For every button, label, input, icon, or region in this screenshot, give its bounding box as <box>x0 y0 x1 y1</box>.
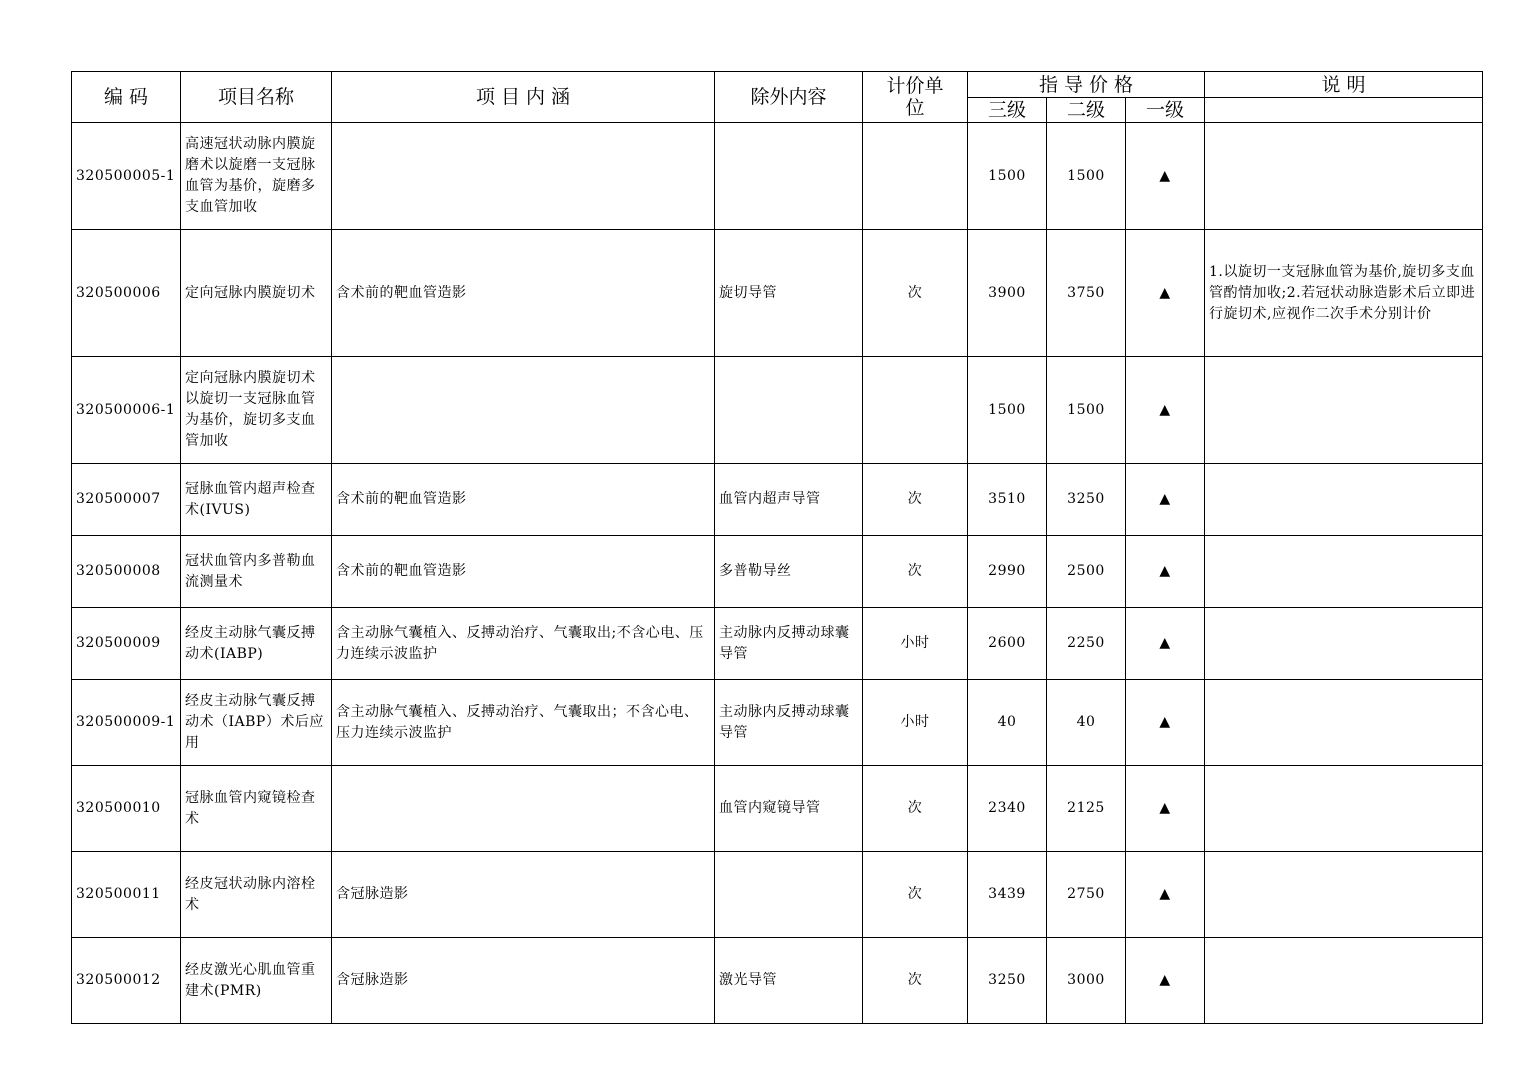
row-price-level3: 3439 <box>968 852 1047 938</box>
row-code: 320500006 <box>72 230 181 357</box>
header-unit: 计价单位 <box>863 72 968 123</box>
header-row <box>72 72 1483 98</box>
header-code: 编 码 <box>72 72 181 123</box>
row-unit: 次 <box>863 938 968 1024</box>
row-price-level1: ▲ <box>1126 938 1205 1024</box>
row-price-level1: ▲ <box>1126 766 1205 852</box>
row-content: 含术前的靶血管造影 <box>332 230 715 357</box>
row-content: 含主动脉气囊植入、反搏动治疗、气囊取出;不含心电、压力连续示波监护 <box>332 608 715 680</box>
row-name: 定向冠脉内膜旋切术 <box>181 230 332 357</box>
row-excluded: 主动脉内反搏动球囊导管 <box>715 608 863 680</box>
row-content: 含冠脉造影 <box>332 938 715 1024</box>
row-price-level2: 2750 <box>1047 852 1126 938</box>
row-name: 冠脉血管内窥镜检查术 <box>181 766 332 852</box>
row-unit: 次 <box>863 766 968 852</box>
row-price-level3: 1500 <box>968 123 1047 230</box>
row-price-level3: 3510 <box>968 464 1047 536</box>
header-name: 项目名称 <box>181 72 332 123</box>
row-price-level1: ▲ <box>1126 852 1205 938</box>
row-excluded <box>715 123 863 230</box>
row-excluded: 旋切导管 <box>715 230 863 357</box>
row-code: 320500009-1 <box>72 680 181 766</box>
row-code: 320500005-1 <box>72 123 181 230</box>
row-unit: 次 <box>863 230 968 357</box>
row-unit: 次 <box>863 852 968 938</box>
row-code: 320500007 <box>72 464 181 536</box>
row-name: 经皮冠状动脉内溶栓术 <box>181 852 332 938</box>
row-price-level1: ▲ <box>1126 536 1205 608</box>
row-price-level1: ▲ <box>1126 357 1205 464</box>
row-price-level2: 3250 <box>1047 464 1126 536</box>
row-content: 含术前的靶血管造影 <box>332 536 715 608</box>
table-row <box>72 464 1483 536</box>
row-price-level3: 3250 <box>968 938 1047 1024</box>
row-code: 320500010 <box>72 766 181 852</box>
table-row <box>72 357 1483 464</box>
row-price-level3: 2340 <box>968 766 1047 852</box>
row-note <box>1205 608 1483 680</box>
row-excluded: 血管内窥镜导管 <box>715 766 863 852</box>
row-unit: 小时 <box>863 608 968 680</box>
row-price-level2: 40 <box>1047 680 1126 766</box>
row-name: 经皮主动脉气囊反搏动术(IABP) <box>181 608 332 680</box>
row-content <box>332 357 715 464</box>
row-price-level2: 2125 <box>1047 766 1126 852</box>
table-row <box>72 938 1483 1024</box>
row-name: 冠脉血管内超声检查术(IVUS) <box>181 464 332 536</box>
row-excluded: 血管内超声导管 <box>715 464 863 536</box>
table-row <box>72 608 1483 680</box>
row-note <box>1205 357 1483 464</box>
row-note <box>1205 852 1483 938</box>
table-row <box>72 123 1483 230</box>
row-note <box>1205 680 1483 766</box>
row-code: 320500012 <box>72 938 181 1024</box>
row-price-level3: 40 <box>968 680 1047 766</box>
row-excluded <box>715 357 863 464</box>
table-row <box>72 766 1483 852</box>
header-content: 项 目 内 涵 <box>332 72 715 123</box>
header-level1: 一级 <box>1126 98 1205 123</box>
row-excluded <box>715 852 863 938</box>
row-code: 320500008 <box>72 536 181 608</box>
row-name: 冠状血管内多普勒血流测量术 <box>181 536 332 608</box>
row-content: 含主动脉气囊植入、反搏动治疗、气囊取出；不含心电、压力连续示波监护 <box>332 680 715 766</box>
row-unit <box>863 123 968 230</box>
row-note <box>1205 938 1483 1024</box>
row-note <box>1205 766 1483 852</box>
table-body <box>72 123 1483 1024</box>
row-price-level3: 2600 <box>968 608 1047 680</box>
table-row <box>72 852 1483 938</box>
header-price-group: 指 导 价 格 <box>968 72 1205 98</box>
header-level3: 三级 <box>968 98 1047 123</box>
row-content <box>332 766 715 852</box>
row-code: 320500006-1 <box>72 357 181 464</box>
header-note-blank <box>1205 98 1483 123</box>
table-row <box>72 230 1483 357</box>
row-unit: 次 <box>863 536 968 608</box>
header-note: 说 明 <box>1205 72 1483 98</box>
row-name: 定向冠脉内膜旋切术 以旋切一支冠脉血管为基价，旋切多支血管加收 <box>181 357 332 464</box>
row-price-level2: 1500 <box>1047 123 1126 230</box>
row-price-level3: 2990 <box>968 536 1047 608</box>
row-content: 含术前的靶血管造影 <box>332 464 715 536</box>
row-unit: 小时 <box>863 680 968 766</box>
row-price-level2: 1500 <box>1047 357 1126 464</box>
header-level2: 二级 <box>1047 98 1126 123</box>
row-name: 高速冠状动脉内膜旋磨术以旋磨一支冠脉血管为基价，旋磨多支血管加收 <box>181 123 332 230</box>
row-excluded: 激光导管 <box>715 938 863 1024</box>
row-unit: 次 <box>863 464 968 536</box>
row-note <box>1205 123 1483 230</box>
table-row <box>72 680 1483 766</box>
header-excluded: 除外内容 <box>715 72 863 123</box>
row-price-level3: 1500 <box>968 357 1047 464</box>
row-note <box>1205 464 1483 536</box>
row-price-level2: 2250 <box>1047 608 1126 680</box>
row-unit <box>863 357 968 464</box>
price-table <box>71 71 1483 1024</box>
row-content <box>332 123 715 230</box>
row-name: 经皮激光心肌血管重建术(PMR) <box>181 938 332 1024</box>
row-code: 320500009 <box>72 608 181 680</box>
row-price-level1: ▲ <box>1126 608 1205 680</box>
row-price-level2: 3000 <box>1047 938 1126 1024</box>
row-price-level1: ▲ <box>1126 680 1205 766</box>
row-price-level2: 2500 <box>1047 536 1126 608</box>
row-note <box>1205 536 1483 608</box>
table-row <box>72 536 1483 608</box>
row-note: 1.以旋切一支冠脉血管为基价,旋切多支血管酌情加收;2.若冠状动脉造影术后立即进行旋切术,应视作二次手术分别计价 <box>1205 230 1483 357</box>
row-excluded: 多普勒导丝 <box>715 536 863 608</box>
row-price-level3: 3900 <box>968 230 1047 357</box>
row-price-level1: ▲ <box>1126 123 1205 230</box>
row-name: 经皮主动脉气囊反搏动术（IABP）术后应用 <box>181 680 332 766</box>
row-price-level2: 3750 <box>1047 230 1126 357</box>
row-code: 320500011 <box>72 852 181 938</box>
row-price-level1: ▲ <box>1126 464 1205 536</box>
row-excluded: 主动脉内反搏动球囊导管 <box>715 680 863 766</box>
row-content: 含冠脉造影 <box>332 852 715 938</box>
row-price-level1: ▲ <box>1126 230 1205 357</box>
